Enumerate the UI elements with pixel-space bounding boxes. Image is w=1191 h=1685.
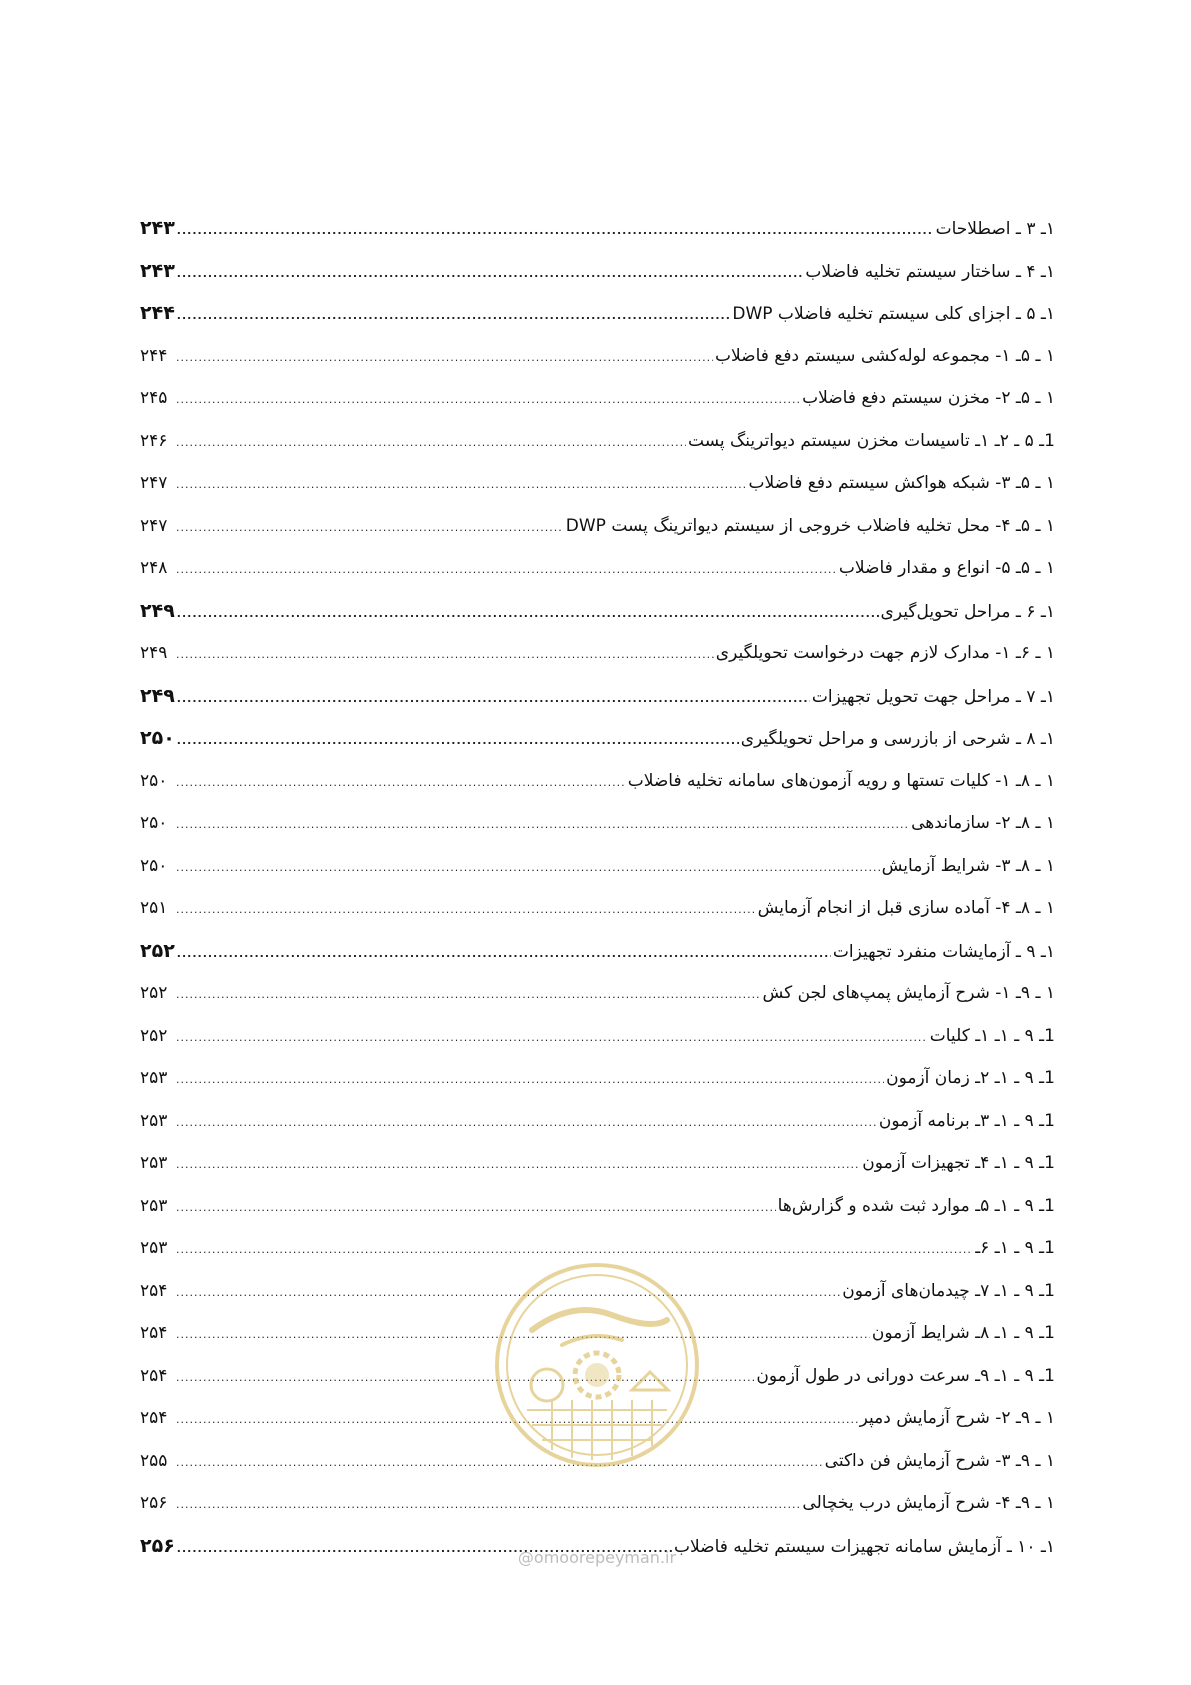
toc-entry <box>140 386 1055 429</box>
toc-leader-dots <box>177 942 831 966</box>
toc-leader-dots <box>177 262 804 286</box>
toc-entry-title: 1ـ ۹ ـ ۱ـ ۵ـ موارد ثبت شده و گزارش‌ها <box>777 1195 1055 1216</box>
toc-entry-page-number: ۲۵۰ <box>140 727 175 749</box>
toc-entry-title: ۱ ـ ۸ـ ۲- سازماندهی <box>911 813 1055 833</box>
toc-leader-dots <box>176 558 837 582</box>
toc-leader-dots <box>176 643 714 667</box>
toc-entry-page-number: ۲۵۵ <box>140 1450 168 1471</box>
toc-entry <box>140 344 1055 387</box>
toc-entry-page-number: ۲۴۸ <box>140 558 168 578</box>
toc-leader-dots <box>176 473 747 497</box>
toc-entry <box>140 216 1055 259</box>
toc-entry-title: ۱ ـ ۹ـ ۱- شرح آزمایش پمپ‌های لجن کش <box>762 983 1055 1003</box>
toc-entry <box>140 854 1055 897</box>
toc-leader-dots <box>176 1238 973 1262</box>
toc-leader-dots <box>176 1153 860 1177</box>
toc-entry-page-number: ۲۵۴ <box>140 1323 168 1343</box>
toc-entry-page-number: ۲۵۰ <box>140 855 168 876</box>
toc-entry-title: ۱ـ ۸ ـ شرحی از بازرسی و مراحل تحویلگیری <box>740 729 1055 749</box>
toc-entry <box>140 641 1055 684</box>
toc-entry-page-number: ۲۴۹ <box>140 643 168 663</box>
toc-entry-title: ۱ ـ ۸ـ ۳- شرایط آزمایش <box>881 855 1055 876</box>
toc-entry <box>140 1109 1055 1152</box>
toc-leader-dots <box>176 813 909 837</box>
toc-entry <box>140 429 1055 472</box>
toc-entry <box>140 1024 1055 1067</box>
toc-entry-title: 1ـ ۹ ـ ۱ـ ۸ـ شرایط آزمون <box>871 1323 1055 1343</box>
toc-entry-title: ۱ ـ ۵ـ ۲- مخزن سیستم دفع فاضلاب <box>802 388 1055 408</box>
toc-leader-dots <box>176 898 756 922</box>
toc-entry <box>140 301 1055 344</box>
toc-entry-page-number: ۲۵۳ <box>140 1238 168 1258</box>
toc-leader-dots <box>176 1026 928 1050</box>
toc-entry-title: 1ـ ۹ ـ ۱ـ ۳ـ برنامه آزمون <box>878 1110 1055 1131</box>
toc-entry <box>140 1151 1055 1194</box>
toc-entry-title: ۱ـ ۴ ـ ساختار سیستم تخلیه فاضلاب <box>805 261 1055 282</box>
toc-leader-dots <box>176 983 760 1007</box>
toc-entry <box>140 726 1055 769</box>
toc-entry-title: ۱ـ ۷ ـ مراحل جهت تحویل تجهیزات <box>811 686 1055 707</box>
toc-entry-page-number: ۲۴۹ <box>140 599 175 622</box>
toc-entry-title: ۱ ـ ۸ـ ۴- آماده سازی قبل از انجام آزمایش <box>757 898 1055 918</box>
toc-entry <box>140 1066 1055 1109</box>
toc-entry-page-number: ۲۴۷ <box>140 473 168 493</box>
toc-entry-page-number: ۲۵۲ <box>140 1025 168 1046</box>
toc-leader-dots <box>176 1493 800 1517</box>
toc-leader-dots <box>176 856 880 880</box>
toc-entry <box>140 556 1055 599</box>
toc-entry-page-number: ۲۵۳ <box>140 1153 168 1173</box>
toc-leader-dots <box>177 219 934 243</box>
toc-entry <box>140 769 1055 812</box>
toc-entry-title: ۱ـ ۶ ـ مراحل تحویل‌گیری <box>880 601 1055 622</box>
toc-entry-title: ۱ ـ ۶ـ ۱- مدارک لازم جهت درخواست تحویلگیری <box>715 643 1055 663</box>
toc-entry-page-number: ۲۵۳ <box>140 1068 168 1088</box>
watermark-caption: @omoorepeyman.ir <box>517 1548 677 1567</box>
toc-leader-dots <box>176 1068 884 1092</box>
toc-entry-page-number: ۲۵۰ <box>140 770 168 791</box>
toc-entry-page-number: ۲۵۳ <box>140 1195 168 1216</box>
toc-entry <box>140 1491 1055 1534</box>
toc-entry-title: 1ـ ۹ ـ ۱ـ ۱ـ کلیات <box>929 1025 1055 1046</box>
toc-entry-title: ۱ ـ ۵ـ ۴- محل تخلیه فاضلاب خروجی از سیستم دیواترینگ پست DWP <box>565 515 1055 536</box>
toc-leader-dots <box>177 729 739 753</box>
toc-entry-page-number: ۲۵۴ <box>140 1408 168 1428</box>
toc-entry-title: 1ـ ۹ ـ ۱ـ ۲ـ زمان آزمون <box>886 1068 1055 1088</box>
toc-entry-page-number: ۲۴۳ <box>140 217 175 239</box>
toc-entry-title: ۱ـ ۹ ـ آزمایشات منفرد تجهیزات <box>832 941 1055 962</box>
toc-entry-page-number: ۲۵۰ <box>140 813 168 833</box>
toc-entry <box>140 811 1055 854</box>
toc-entry <box>140 471 1055 514</box>
toc-entry-page-number: ۲۵۴ <box>140 1365 168 1386</box>
toc-leader-dots <box>176 516 564 540</box>
toc-entry-title: ۱ ـ ۹ـ ۳- شرح آزمایش فن داکتی <box>824 1450 1055 1471</box>
toc-entry-title: ۱ ـ ۵ـ ۱- مجموعه لوله‌کشی سیستم دفع فاضلاب <box>714 345 1055 366</box>
toc-leader-dots <box>177 687 810 711</box>
watermark-seal-logo <box>492 1260 702 1470</box>
toc-entry-page-number: ۲۵۶ <box>140 1493 168 1513</box>
toc-entry-title: 1ـ ۹ ـ ۱ـ ۴ـ تجهیزات آزمون <box>862 1153 1055 1173</box>
toc-entry-title: ۱ ـ ۹ـ ۴- شرح آزمایش درب یخچالی <box>802 1493 1055 1513</box>
toc-entry-title: ۱ ـ ۹ـ ۲- شرح آزمایش دمپر <box>859 1408 1055 1428</box>
toc-entry-page-number: ۲۵۳ <box>140 1110 168 1131</box>
toc-entry-page-number: ۲۴۷ <box>140 515 168 536</box>
toc-entry-page-number: ۲۴۳ <box>140 259 175 282</box>
toc-entry <box>140 684 1055 727</box>
toc-entry-title: 1ـ ۹ ـ ۱ـ ۶ـ <box>975 1238 1055 1258</box>
toc-entry-page-number: ۲۴۴ <box>140 302 175 324</box>
toc-leader-dots <box>176 1111 877 1135</box>
toc-entry <box>140 514 1055 557</box>
toc-entry <box>140 981 1055 1024</box>
toc-entry-page-number: ۲۵۲ <box>140 939 175 962</box>
toc-entry-page-number: ۲۵۶ <box>140 1534 175 1557</box>
toc-entry-page-number: ۲۴۵ <box>140 388 168 408</box>
toc-entry-title: ۱ ـ ۵ـ ۵- انواع و مقدار فاضلاب <box>838 558 1055 578</box>
toc-entry-title: 1ـ ۵ ـ ۲ـ ۱ـ تاسیسات مخزن سیستم دیواترینگ پست <box>688 430 1055 451</box>
toc-entry <box>140 259 1055 302</box>
toc-leader-dots <box>177 602 879 626</box>
toc-entry-page-number: ۲۵۴ <box>140 1280 168 1301</box>
toc-entry-page-number: ۲۵۲ <box>140 983 168 1003</box>
toc-entry-title: ۱ ـ ۸ـ ۱- کلیات تستها و رویه آزمون‌های سامانه تخلیه فاضلاب <box>627 770 1055 791</box>
toc-entry-page-number: ۲۴۶ <box>140 430 168 451</box>
toc-entry-title: 1ـ ۹ ـ ۱ـ ۷ـ چیدمان‌های آزمون <box>842 1280 1055 1301</box>
toc-leader-dots <box>176 346 713 370</box>
toc-entry <box>140 599 1055 642</box>
toc-leader-dots <box>176 431 686 455</box>
toc-entry-page-number: ۲۵۱ <box>140 898 168 918</box>
toc-entry <box>140 939 1055 982</box>
toc-entry-title: ۱ـ ۱۰ ـ آزمایش سامانه تجهیزات سیستم تخلیه فاضلاب <box>673 1536 1055 1557</box>
toc-entry <box>140 896 1055 939</box>
toc-entry-title: ۱ـ ۳ ـ اصطلاحات <box>935 219 1055 239</box>
toc-leader-dots <box>176 771 626 795</box>
toc-entry-title: ۱ـ ۵ ـ اجزای کلی سیستم تخلیه فاضلاب DWP <box>732 304 1055 324</box>
toc-entry-title: ۱ ـ ۵ـ ۳- شبکه هواکش سیستم دفع فاضلاب <box>748 473 1055 493</box>
toc-leader-dots <box>177 304 731 328</box>
toc-entry-page-number: ۲۴۴ <box>140 345 168 366</box>
toc-entry <box>140 1194 1055 1237</box>
toc-leader-dots <box>176 388 800 412</box>
toc-leader-dots <box>176 1196 776 1220</box>
toc-entry-page-number: ۲۴۹ <box>140 684 175 707</box>
toc-entry-title: 1ـ ۹ ـ ۱ـ ۹ـ سرعت دورانی در طول آزمون <box>756 1365 1055 1386</box>
